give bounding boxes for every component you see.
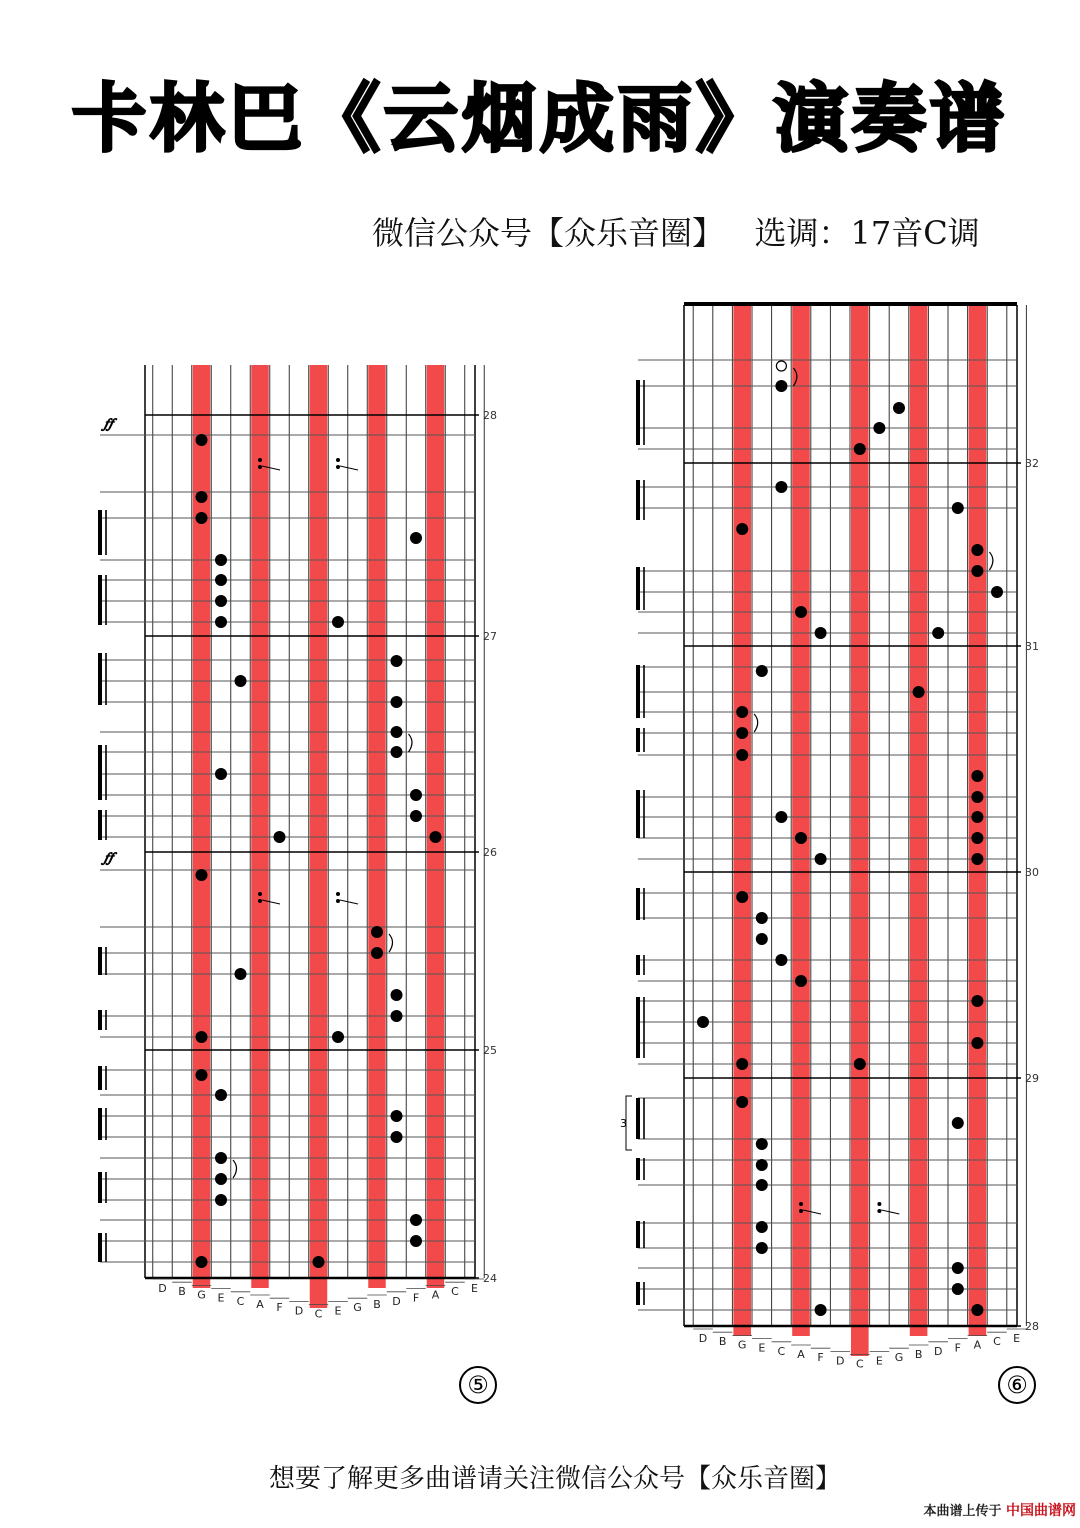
p5-slur — [233, 1160, 237, 1178]
p6-note-dot — [736, 727, 748, 739]
p6-note-dot — [971, 791, 983, 803]
p6-key-label: D — [698, 1332, 708, 1345]
p6-note-dot — [736, 1096, 748, 1108]
p5-note-dot — [196, 1031, 208, 1043]
p6-key-label: G — [894, 1351, 904, 1365]
p6-key-label: D — [835, 1354, 845, 1368]
page-number-5: ⑤ — [459, 1366, 497, 1404]
p6-note-dot — [756, 1138, 768, 1150]
p6-key-label: G — [737, 1338, 747, 1352]
p6-note-dot — [952, 502, 964, 514]
p5-rest-dot — [258, 892, 262, 896]
p5-note-dot — [196, 1256, 208, 1268]
p5-note-dot — [215, 554, 227, 566]
p6-note-dot — [952, 1117, 964, 1129]
p5-note-dot — [410, 810, 422, 822]
p6-red-tine — [792, 305, 810, 1336]
p6-key-label: B — [718, 1335, 727, 1349]
p5-note-dot — [215, 616, 227, 628]
p5-measure-number: 25 — [483, 1044, 497, 1057]
p5-note-dot — [196, 491, 208, 503]
p6-slur — [754, 714, 758, 732]
p5-key-label: D — [392, 1294, 401, 1308]
p5-note-dot — [410, 789, 422, 801]
p6-note-dot — [736, 523, 748, 535]
p6-key-label: E — [758, 1341, 766, 1355]
p5-note-dot — [235, 675, 247, 687]
p6-note-dot — [952, 1283, 964, 1295]
p5-red-tine — [368, 365, 386, 1288]
page-title: 卡林巴《云烟成雨》演奏谱 — [72, 76, 1008, 162]
p6-note-dot — [756, 933, 768, 945]
p5-note-dot — [196, 512, 208, 524]
p5-dynamic-mark: 𝆑𝆑 — [104, 850, 114, 866]
p5-key-label: B — [178, 1285, 186, 1299]
p5-note-dot — [196, 434, 208, 446]
p6-note-dot — [795, 606, 807, 618]
p5-note-dot — [410, 532, 422, 544]
p5-measure-number: 27 — [483, 630, 497, 643]
p6-note-dot — [775, 811, 787, 823]
p6-rest-dot — [877, 1202, 881, 1206]
p6-note-dot — [756, 912, 768, 924]
p6-note-dot — [736, 706, 748, 718]
p6-note-dot — [971, 1304, 983, 1316]
p5-note-dot — [274, 831, 286, 843]
p5-note-dot — [391, 989, 403, 1001]
p5-note-dot — [391, 746, 403, 758]
p6-note-dot — [815, 627, 827, 639]
p5-note-dot — [215, 595, 227, 607]
p6-measure-number: 29 — [1025, 1072, 1039, 1085]
p5-key-label: C — [236, 1294, 245, 1308]
footer-note: 想要了解更多曲谱请关注微信公众号【众乐音圈】 — [268, 1464, 841, 1494]
p5-note-dot — [391, 726, 403, 738]
p5-key-label: A — [256, 1298, 264, 1311]
p5-rest-dot — [336, 899, 340, 903]
p6-note-dot — [971, 1037, 983, 1049]
p6-key-label: E — [1013, 1332, 1021, 1345]
p6-note-dot — [736, 749, 748, 761]
p5-note-dot — [215, 1194, 227, 1206]
p6-key-label: F — [817, 1351, 824, 1365]
p6-note-dot — [756, 665, 768, 677]
p5-note-dot — [391, 1131, 403, 1143]
p6-note-dot — [736, 1058, 748, 1070]
p6-note-dot — [756, 1221, 768, 1233]
p6-key-label: A — [797, 1348, 805, 1361]
p5-note-dot — [215, 1173, 227, 1185]
p6-key-label: C — [855, 1357, 864, 1371]
p6-note-dot — [932, 627, 944, 639]
p5-key-label: F — [412, 1291, 420, 1305]
p5-dynamic-mark: 𝆑𝆑 — [104, 416, 114, 432]
p6-rest-dot — [799, 1202, 803, 1206]
p5-note-dot — [215, 768, 227, 780]
p6-note-dot — [971, 565, 983, 577]
p6-top-bar — [684, 302, 1017, 306]
p5-note-dot — [235, 968, 247, 980]
p6-key-label: C — [777, 1344, 786, 1358]
p5-rest-dot — [258, 465, 262, 469]
p5-key-label: F — [276, 1301, 283, 1315]
p6-measure-number: 32 — [1025, 457, 1039, 470]
p5-key-label: G — [197, 1288, 206, 1302]
upload-label: 本曲谱上传于 — [923, 1504, 1002, 1519]
p6-key-label: C — [993, 1335, 1001, 1349]
site-brand: 中国曲谱网 — [1006, 1503, 1076, 1519]
p5-measure-number: 24 — [483, 1272, 497, 1285]
p6-rest-dot — [799, 1209, 803, 1213]
p5-note-dot — [332, 616, 344, 628]
p5-note-dot — [332, 1031, 344, 1043]
p5-note-dot — [410, 1235, 422, 1247]
p6-key-label: D — [933, 1344, 943, 1358]
p6-measure-number: 30 — [1025, 866, 1039, 879]
p6-note-dot — [756, 1179, 768, 1191]
p6-note-dot — [913, 686, 925, 698]
p6-measure-number: 28 — [1025, 1320, 1039, 1333]
p5-key-label: C — [314, 1307, 323, 1321]
p5-red-tine — [251, 365, 269, 1288]
p5-note-dot — [391, 1110, 403, 1122]
p6-note-dot — [854, 1058, 866, 1070]
p5-rest-dot — [336, 892, 340, 896]
p5-rest-dot — [258, 458, 262, 462]
p6-note-dot — [952, 1262, 964, 1274]
p6-note-dot — [756, 1242, 768, 1254]
p5-note-dot — [371, 947, 383, 959]
p6-note-dot — [971, 832, 983, 844]
p6-rest-line — [881, 1210, 899, 1214]
p5-rest-dot — [258, 899, 262, 903]
p5-note-dot — [371, 926, 383, 938]
p6-note-dot — [971, 770, 983, 782]
page-number-6: ⑥ — [998, 1366, 1036, 1404]
p6-note-dot — [971, 995, 983, 1007]
p5-note-dot — [391, 1010, 403, 1022]
p5-key-label: E — [334, 1304, 342, 1318]
p6-note-dot — [854, 443, 866, 455]
p5-note-dot — [196, 1069, 208, 1081]
p6-note-dot — [893, 402, 905, 414]
p6-rest-dot — [877, 1209, 881, 1213]
p5-slur — [389, 934, 393, 952]
p5-slur — [409, 734, 413, 752]
upload-credit — [923, 1500, 1076, 1520]
p6-measure-number: 31 — [1025, 640, 1039, 653]
p5-note-dot — [391, 696, 403, 708]
p5-measure-number: 26 — [483, 846, 497, 859]
p6-note-dot — [991, 586, 1003, 598]
p5-key-label: A — [431, 1288, 440, 1302]
p6-note-dot — [873, 422, 885, 434]
p6-note-dot — [756, 1159, 768, 1171]
p5-note-dot — [196, 869, 208, 881]
p6-red-tine — [733, 305, 751, 1336]
p5-rest-dot — [336, 458, 340, 462]
p6-slur — [989, 552, 993, 570]
p6-key-label: A — [973, 1338, 982, 1352]
p5-note-dot — [215, 574, 227, 586]
p6-note-dot — [775, 481, 787, 493]
p5-key-label: D — [294, 1304, 304, 1318]
p6-triplet-number: 3 — [620, 1117, 627, 1130]
p5-note-dot — [215, 1152, 227, 1164]
p5-note-dot — [410, 1214, 422, 1226]
p6-note-dot — [795, 975, 807, 987]
p5-key-label: B — [373, 1298, 381, 1311]
p6-note-dot — [815, 853, 827, 865]
p5-rest-line — [340, 900, 358, 904]
p5-note-dot — [391, 655, 403, 667]
p5-red-tine — [193, 365, 211, 1288]
p5-key-label: C — [451, 1285, 459, 1299]
p6-note-dot — [971, 853, 983, 865]
p5-key-label: G — [353, 1301, 362, 1315]
p5-rest-line — [340, 466, 358, 470]
p6-red-tine — [910, 305, 928, 1336]
p6-note-dot — [775, 380, 787, 392]
p6-note-dot — [971, 811, 983, 823]
p6-note-dot — [736, 891, 748, 903]
subtitle: 微信公众号【众乐音圈】 选调：17音C调 — [372, 214, 980, 252]
p6-note-dot — [775, 954, 787, 966]
p6-note-dot — [815, 1304, 827, 1316]
p5-key-label: E — [217, 1291, 225, 1305]
p6-key-label: E — [875, 1354, 883, 1368]
p6-key-label: B — [914, 1348, 923, 1361]
p5-red-tine — [427, 365, 445, 1288]
p5-key-label: D — [158, 1282, 167, 1295]
p5-rest-dot — [336, 465, 340, 469]
p6-half-note — [776, 361, 786, 371]
p5-measure-number: 28 — [483, 409, 497, 422]
p6-key-label: F — [954, 1341, 961, 1355]
p5-note-dot — [313, 1256, 325, 1268]
p5-note-dot — [430, 831, 442, 843]
p6-note-dot — [795, 832, 807, 844]
p5-key-label: E — [471, 1282, 478, 1295]
p6-note-dot — [697, 1016, 709, 1028]
p5-note-dot — [215, 1089, 227, 1101]
p6-note-dot — [971, 544, 983, 556]
